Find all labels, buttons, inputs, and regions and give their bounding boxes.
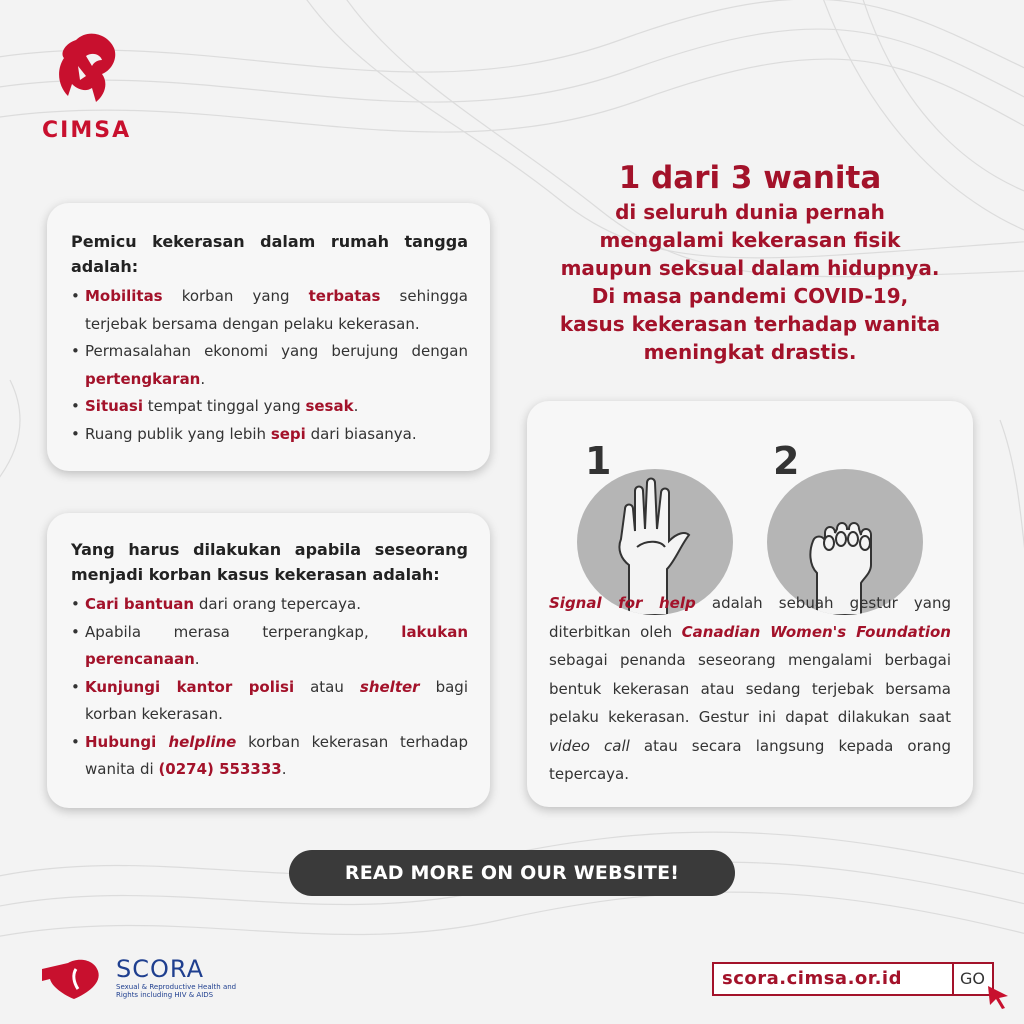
actions-list — [71, 591, 468, 784]
step-number: 2 — [773, 439, 800, 483]
list-item: • Permasalahan ekonomi yang berujung dengan pertengkaran. — [71, 338, 468, 393]
list-item: • Kunjungi kantor polisi atau shelter bagi korban kekerasan. — [71, 674, 468, 729]
actions-title: Yang harus dilakukan apabila seseorang menjadi korban kasus kekerasan adalah: — [71, 540, 468, 584]
headline-line: kasus kekerasan terhadap wanita — [559, 312, 941, 336]
divider — [952, 964, 954, 994]
cimsa-bird-icon — [56, 30, 126, 110]
scora-wordmark: SCORA — [116, 955, 205, 983]
list-item: • Situasi tempat tinggal yang sesak. — [71, 393, 468, 421]
headline-stat: 1 dari 3 wanita — [618, 160, 882, 196]
website-url[interactable]: scora.cimsa.or.id — [722, 968, 902, 989]
scora-logo — [38, 955, 238, 1005]
headline-line: Di masa pandemi COVID-19, — [591, 284, 909, 308]
cimsa-logo — [38, 30, 148, 150]
list-item: • Mobilitas korban yang terbatas sehingga terjebak bersama dengan pelaku kekerasan. — [71, 283, 468, 338]
headline-line: maupun seksual dalam hidupnya. — [560, 256, 940, 280]
list-item: • Ruang publik yang lebih sepi dari biasanya. — [71, 421, 468, 449]
read-more-button[interactable]: READ MORE ON OUR WEBSITE! — [289, 850, 735, 896]
headline-line: di seluruh dunia pernah — [615, 200, 885, 224]
website-url-box[interactable] — [712, 962, 994, 996]
gesture-step-1 — [569, 439, 729, 589]
signal-description: Signal for help adalah sebuah gestur yang diterbitkan oleh Canadian Women's Foundation sebagai penanda seseorang mengalami berbagai bentuk kekerasan atau sedang terjebak bersama pelaku kekerasan. Gestur ini dapat dilakukan saat video call atau secara langsung kepada orang tepercaya. — [549, 594, 951, 783]
go-button[interactable]: GO — [960, 969, 985, 988]
cursor-icon — [986, 984, 1012, 1010]
actions-card — [47, 513, 490, 808]
signal-card — [527, 401, 973, 807]
list-item: • Apabila merasa terperangkap, lakukan perencanaan. — [71, 619, 468, 674]
headline-line: mengalami kekerasan fisik — [599, 228, 901, 252]
triggers-card — [47, 203, 490, 471]
scora-tagline: Sexual & Reproductive Health and Rights including HIV & AIDS — [116, 983, 237, 999]
headline-line: meningkat drastis. — [643, 340, 857, 364]
list-item: • Hubungi helpline korban kekerasan terhadap wanita di (0274) 553333. — [71, 729, 468, 784]
triggers-title: Pemicu kekerasan dalam rumah tangga adalah: — [71, 232, 468, 276]
step-number: 1 — [585, 439, 612, 483]
gesture-step-2 — [759, 439, 919, 589]
headline — [520, 158, 980, 366]
list-item: • Cari bantuan dari orang tepercaya. — [71, 591, 468, 619]
scora-heart-icon — [38, 955, 108, 1001]
cimsa-wordmark: CIMSA — [42, 118, 132, 143]
triggers-list — [71, 283, 468, 448]
